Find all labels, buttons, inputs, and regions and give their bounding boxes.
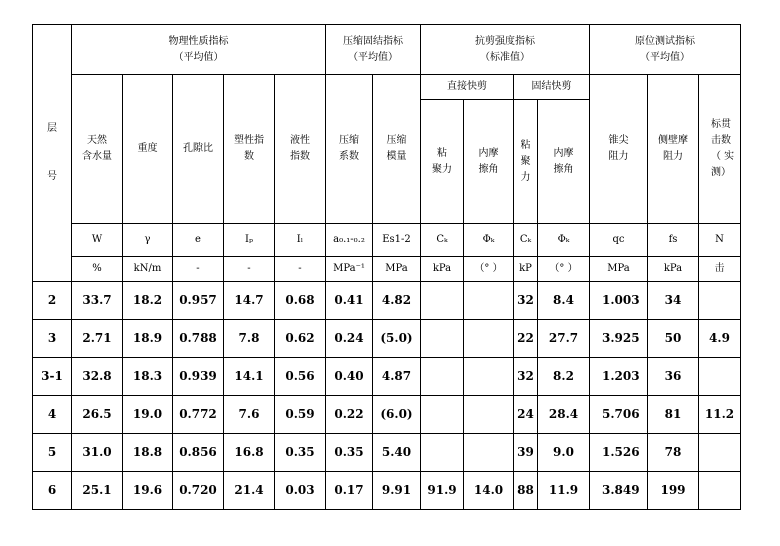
symbol-cell: W xyxy=(72,224,123,257)
direct-shear-header: 直接快剪 xyxy=(421,75,514,100)
layer-cell: 5 xyxy=(33,434,72,472)
col-spt-line3: （ 实 xyxy=(711,151,735,162)
col-cohesion-consol-header xyxy=(514,100,538,224)
table-cell: 39 xyxy=(514,434,538,472)
col-comp-coef-line1: 压缩 xyxy=(339,135,359,146)
compression-group-title: 压缩固结指标 xyxy=(343,35,403,47)
table-cell: 18.8 xyxy=(123,434,173,472)
table-cell xyxy=(464,282,514,320)
table-row xyxy=(33,472,741,510)
insitu-group-subtitle: （平均值） xyxy=(640,51,690,63)
layer-cell: 6 xyxy=(33,472,72,510)
table-cell: 14.0 xyxy=(464,472,514,510)
table-cell: 0.24 xyxy=(326,320,373,358)
symbol-cell: qc xyxy=(590,224,648,257)
symbol-cell: Iₗ xyxy=(275,224,326,257)
table-cell: 14.1 xyxy=(224,358,275,396)
col-comp-coef-line2: 系数 xyxy=(339,151,359,162)
table-cell: 3.925 xyxy=(590,320,648,358)
symbol-cell: Φₖ xyxy=(538,224,590,257)
group-header-row xyxy=(33,25,741,75)
col-comp-mod-line1: 压缩 xyxy=(386,135,407,146)
table-cell: 22 xyxy=(514,320,538,358)
table-cell xyxy=(699,434,741,472)
table-cell: 16.8 xyxy=(224,434,275,472)
col-friction-consol-header xyxy=(538,100,590,224)
col-cohesion-consol-line3: 力 xyxy=(520,171,531,183)
insitu-group-header xyxy=(590,25,741,75)
table-cell: 81 xyxy=(648,396,699,434)
col-spt-line1: 标贯 xyxy=(711,119,731,130)
col-water-header xyxy=(72,75,123,224)
table-cell: 3.849 xyxy=(590,472,648,510)
table-cell xyxy=(421,396,464,434)
layer-cell: 2 xyxy=(33,282,72,320)
col-density-header: 重度 xyxy=(123,75,173,224)
unit-cell: kPa xyxy=(421,257,464,282)
subgroup-header-row xyxy=(33,75,741,100)
col-cone-line1: 锥尖 xyxy=(608,135,629,146)
shear-group-title: 抗剪强度指标 xyxy=(475,35,535,47)
col-liquidity-line1: 液性 xyxy=(290,135,310,146)
col-comp-coef-header xyxy=(326,75,373,224)
col-void-ratio-header: 孔隙比 xyxy=(173,75,224,224)
table-row xyxy=(33,282,741,320)
table-cell: 4.82 xyxy=(373,282,421,320)
layer-cell: 4 xyxy=(33,396,72,434)
table-cell: 78 xyxy=(648,434,699,472)
table-row xyxy=(33,396,741,434)
table-cell: 4.87 xyxy=(373,358,421,396)
unit-cell: （° ） xyxy=(538,257,590,282)
col-plasticity-line2: 数 xyxy=(244,151,254,162)
table-cell: 1.203 xyxy=(590,358,648,396)
col-sleeve-line2: 阻力 xyxy=(663,151,683,162)
table-cell: 25.1 xyxy=(72,472,123,510)
unit-cell: - xyxy=(173,257,224,282)
col-plasticity-line1: 塑性指 xyxy=(234,135,264,146)
shear-group-header xyxy=(421,25,590,75)
table-cell: 26.5 xyxy=(72,396,123,434)
table-cell: 32 xyxy=(514,358,538,396)
table-cell: 5.706 xyxy=(590,396,648,434)
table-cell xyxy=(421,282,464,320)
unit-cell: （° ） xyxy=(464,257,514,282)
unit-cell: - xyxy=(224,257,275,282)
soil-parameters-table xyxy=(32,24,741,510)
table-cell: 0.35 xyxy=(326,434,373,472)
table-cell: 0.56 xyxy=(275,358,326,396)
unit-cell: MPa xyxy=(590,257,648,282)
col-plasticity-header xyxy=(224,75,275,224)
col-friction-consol-line1: 内摩 xyxy=(553,147,574,159)
table-cell: 32 xyxy=(514,282,538,320)
table-cell: 34 xyxy=(648,282,699,320)
col-cohesion-direct-line2: 聚力 xyxy=(432,163,452,175)
symbol-cell: Cₖ xyxy=(514,224,538,257)
symbol-cell: Φₖ xyxy=(464,224,514,257)
layer-header-line1: 层 xyxy=(47,123,57,134)
col-spt-header xyxy=(699,75,741,224)
col-friction-direct-line2: 擦角 xyxy=(478,163,499,175)
table-cell: 18.9 xyxy=(123,320,173,358)
table-cell: 4.9 xyxy=(699,320,741,358)
table-cell: 91.9 xyxy=(421,472,464,510)
col-spt-line2: 击数 xyxy=(711,135,731,146)
table-cell: 0.41 xyxy=(326,282,373,320)
table-cell: 11.2 xyxy=(699,396,741,434)
table-cell xyxy=(699,358,741,396)
unit-cell: kP xyxy=(514,257,538,282)
unit-cell: 击 xyxy=(699,257,741,282)
insitu-group-title: 原位测试指标 xyxy=(635,35,695,47)
unit-cell: % xyxy=(72,257,123,282)
table-cell: 0.17 xyxy=(326,472,373,510)
layer-cell: 3 xyxy=(33,320,72,358)
table-cell: 27.7 xyxy=(538,320,590,358)
symbol-cell: N xyxy=(699,224,741,257)
table-cell xyxy=(421,320,464,358)
table-row xyxy=(33,358,741,396)
table-cell: 19.6 xyxy=(123,472,173,510)
symbol-cell: a₀.₁-₀.₂ xyxy=(326,224,373,257)
table-cell: 18.2 xyxy=(123,282,173,320)
physical-group-title: 物理性质指标 xyxy=(168,35,229,47)
table-cell: 0.59 xyxy=(275,396,326,434)
symbol-cell: fs xyxy=(648,224,699,257)
table-cell: (6.0) xyxy=(373,396,421,434)
table-cell: 21.4 xyxy=(224,472,275,510)
table-cell: 19.0 xyxy=(123,396,173,434)
compression-group-subtitle: （平均值） xyxy=(348,51,398,63)
table-cell: 8.2 xyxy=(538,358,590,396)
col-friction-consol-line2: 擦角 xyxy=(553,163,574,175)
col-cohesion-consol-line2: 聚 xyxy=(520,155,531,167)
table-cell: 0.35 xyxy=(275,434,326,472)
col-sleeve-header xyxy=(648,75,699,224)
table-row xyxy=(33,320,741,358)
table-cell: 88 xyxy=(514,472,538,510)
table-cell: 7.8 xyxy=(224,320,275,358)
table-cell: 18.3 xyxy=(123,358,173,396)
table-cell: 199 xyxy=(648,472,699,510)
table-cell: 0.720 xyxy=(173,472,224,510)
col-friction-direct-line1: 内摩 xyxy=(478,147,499,159)
symbol-row xyxy=(33,224,741,257)
symbol-cell: Iₚ xyxy=(224,224,275,257)
table-cell: 28.4 xyxy=(538,396,590,434)
table-row xyxy=(33,434,741,472)
col-spt-line4: 测） xyxy=(711,167,731,178)
col-water-line2: 含水量 xyxy=(82,151,112,162)
table-cell: 36 xyxy=(648,358,699,396)
table-cell: 7.6 xyxy=(224,396,275,434)
layer-cell: 3-1 xyxy=(33,358,72,396)
physical-group-header xyxy=(72,25,326,75)
table-cell xyxy=(464,434,514,472)
shear-group-subtitle: （标准值） xyxy=(480,51,530,63)
col-cone-line2: 阻力 xyxy=(608,151,629,162)
table-cell: 0.957 xyxy=(173,282,224,320)
col-cohesion-direct-line1: 粘 xyxy=(437,147,447,159)
physical-group-subtitle: （平均值） xyxy=(173,51,224,63)
table-cell xyxy=(464,320,514,358)
col-water-line1: 天然 xyxy=(87,135,107,146)
unit-cell: MPa xyxy=(373,257,421,282)
col-cone-header xyxy=(590,75,648,224)
symbol-cell: e xyxy=(173,224,224,257)
table-cell xyxy=(421,358,464,396)
symbol-cell: Cₖ xyxy=(421,224,464,257)
table-cell: 9.91 xyxy=(373,472,421,510)
table-cell: 1.526 xyxy=(590,434,648,472)
table-cell: 14.7 xyxy=(224,282,275,320)
table-cell xyxy=(699,472,741,510)
table-cell: 2.71 xyxy=(72,320,123,358)
table-cell: 0.939 xyxy=(173,358,224,396)
table-cell xyxy=(464,396,514,434)
col-cohesion-direct-header xyxy=(421,100,464,224)
table-cell: 8.4 xyxy=(538,282,590,320)
table-cell xyxy=(464,358,514,396)
table-cell: 0.40 xyxy=(326,358,373,396)
table-cell: 5.40 xyxy=(373,434,421,472)
col-cohesion-consol-line1: 粘 xyxy=(520,139,531,151)
table-cell: 0.772 xyxy=(173,396,224,434)
table-cell: (5.0) xyxy=(373,320,421,358)
table-cell: 0.62 xyxy=(275,320,326,358)
table-cell: 9.0 xyxy=(538,434,590,472)
layer-header-cell xyxy=(33,25,72,282)
unit-cell: kPa xyxy=(648,257,699,282)
unit-row xyxy=(33,257,741,282)
layer-header-line2: 号 xyxy=(47,171,57,182)
table-cell: 1.003 xyxy=(590,282,648,320)
compression-group-header xyxy=(326,25,421,75)
col-comp-mod-header xyxy=(373,75,421,224)
consolidated-shear-header: 固结快剪 xyxy=(514,75,590,100)
symbol-cell: Es1-2 xyxy=(373,224,421,257)
col-comp-mod-line2: 模量 xyxy=(386,151,407,162)
unit-cell: - xyxy=(275,257,326,282)
table-cell: 31.0 xyxy=(72,434,123,472)
table-cell: 50 xyxy=(648,320,699,358)
unit-cell: kN/m xyxy=(123,257,173,282)
table-cell: 0.856 xyxy=(173,434,224,472)
table-cell xyxy=(421,434,464,472)
table-cell: 11.9 xyxy=(538,472,590,510)
table-cell: 0.788 xyxy=(173,320,224,358)
col-liquidity-header xyxy=(275,75,326,224)
symbol-cell: γ xyxy=(123,224,173,257)
unit-cell: MPa⁻¹ xyxy=(326,257,373,282)
table-cell: 0.03 xyxy=(275,472,326,510)
col-sleeve-line1: 侧壁摩 xyxy=(658,135,688,146)
col-friction-direct-header xyxy=(464,100,514,224)
table-cell xyxy=(699,282,741,320)
table-cell: 0.22 xyxy=(326,396,373,434)
table-cell: 24 xyxy=(514,396,538,434)
table-cell: 33.7 xyxy=(72,282,123,320)
table-cell: 0.68 xyxy=(275,282,326,320)
col-liquidity-line2: 指数 xyxy=(290,151,310,162)
table-cell: 32.8 xyxy=(72,358,123,396)
